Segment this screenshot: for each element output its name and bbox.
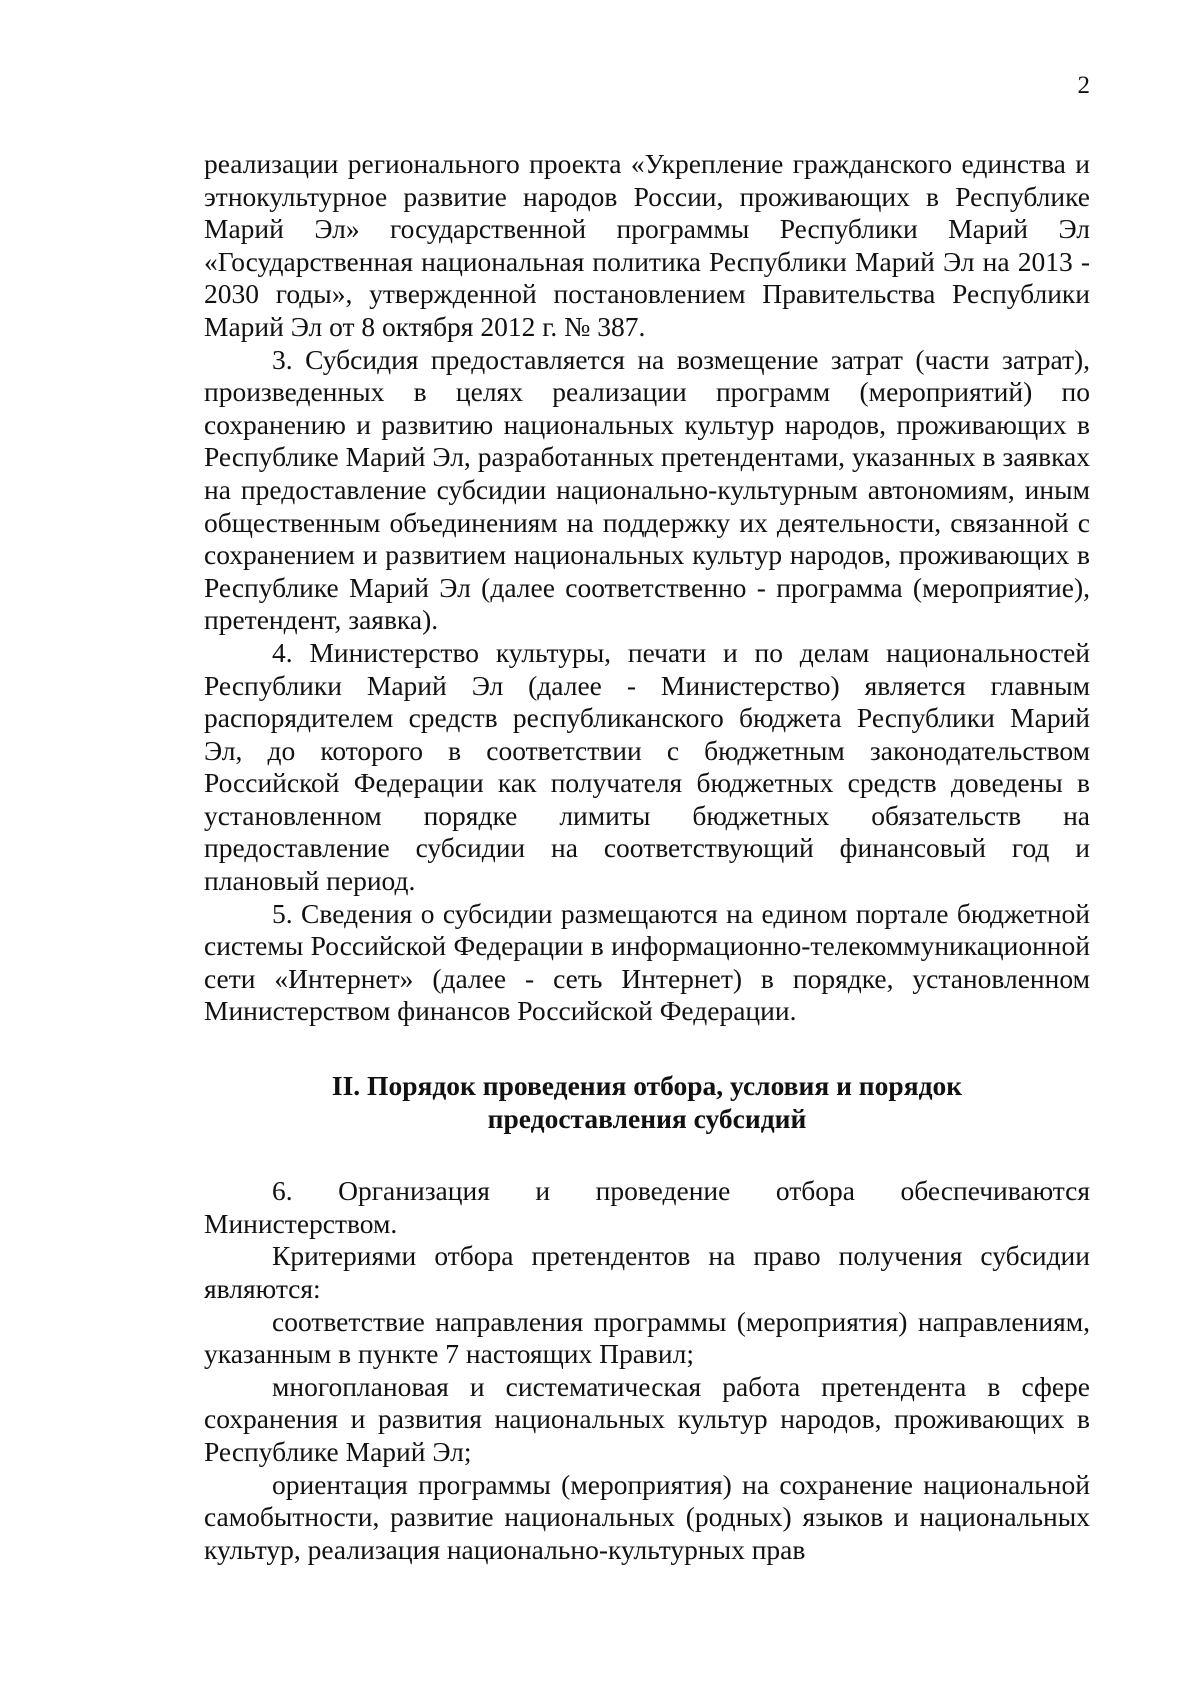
criteria-intro: Критериями отбора претендентов на право получения субсидии являются: [204, 1240, 1090, 1304]
section-heading [204, 1070, 1090, 1135]
criterion-3: ориентация программы (мероприятия) на сохранение национальной самобытности, развитие национальных (родных) языков и национальных культур, реализация национально-культурных прав [204, 1468, 1090, 1565]
paragraph-5: 5. Сведения о субсидии размещаются на едином портале бюджетной системы Российской Федерации в информационно-телекоммуникационной сети «Интернет» (далее - сеть Интернет) в порядке, установленном Министерством финансов Российской Федерации. [204, 897, 1090, 1027]
paragraph-3: 3. Субсидия предоставляется на возмещение затрат (части затрат), произведенных в целях реализации программ (мероприятий) по сохранению и развитию национальных культур народов, проживающих в Республике Марий Эл, разработанных претендентами, указанных в заявках на предоставление субсидии национально-культурным автономиям, иным общественным объединениям на поддержку их деятельности, связанной с сохранением и развитием национальных культур народов, проживающих в Республике Марий Эл (далее соответственно - программа (мероприятие), претендент, заявка). [204, 343, 1090, 636]
criterion-1: соответствие направления программы (мероприятия) направлениям, указанным в пункте 7 настоящих Правил; [204, 1305, 1090, 1370]
section-heading-line-2: предоставления субсидий [487, 1102, 807, 1134]
page-number: 2 [1077, 72, 1090, 99]
criterion-2: многоплановая и систематическая работа претендента в сфере сохранения и развития национальных культур народов, проживающих в Республике Марий Эл; [204, 1370, 1090, 1467]
paragraph-continuation: реализации регионального проекта «Укрепление гражданского единства и этнокультурное развитие народов России, проживающих в Республике Марий Эл» государственной программы Республики Марий Эл «Государственная национальная политика Республики Марий Эл на 2013 - 2030 годы», утвержденной постановлением Правительства Республики Марий Эл от 8 октября 2012 г. № 387. [204, 148, 1090, 342]
paragraph-6: 6. Организация и проведение отбора обеспечиваются Министерством. [204, 1175, 1090, 1239]
section-heading-line-1: II. Порядок проведения отбора, условия и порядок [331, 1070, 963, 1102]
document-body [204, 148, 1090, 1566]
paragraph-4: 4. Министерство культуры, печати и по делам национальностей Республики Марий Эл (далее - Министерство) является главным распорядителем средств республиканского бюджета Республики Марий Эл, до которого в соответствии с бюджетным законодательством Российской Федерации как получателя бюджетных средств доведены в установленном порядке лимиты бюджетных обязательств на предоставление субсидии на соответствующий финансовый год и плановый период. [204, 636, 1090, 897]
